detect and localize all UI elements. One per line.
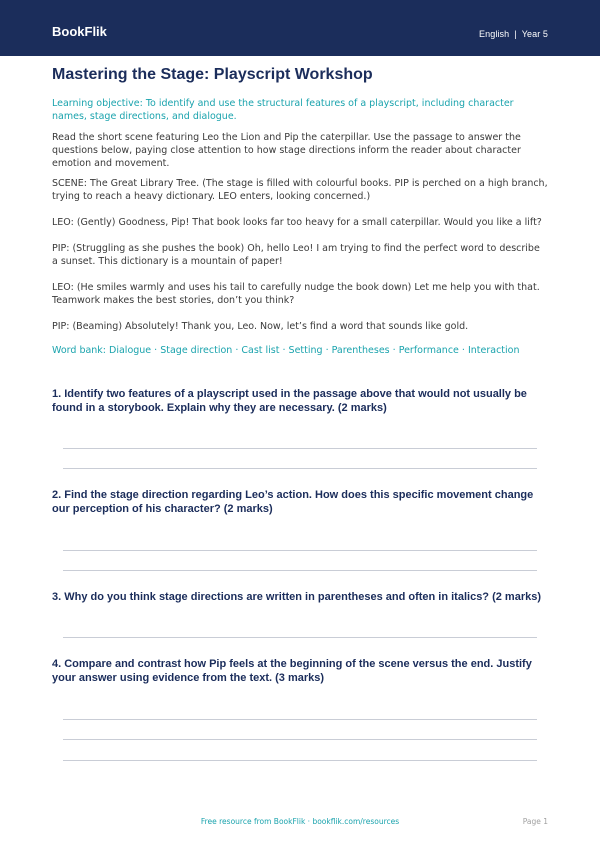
dialogue-line: PIP: (Beaming) Absolutely! Thank you, Leo. Now, let’s find a word that sounds like gold. <box>52 321 469 332</box>
intro-paragraph: Read the short scene featuring Leo the Lion and Pip the caterpillar. Use the passage to answer the questions below, paying close attention to how stage directions inform the reader about character emotion and movement. <box>52 132 521 169</box>
dialogue-line: LEO: (Gently) Goodness, Pip! That book looks far too heavy for a small caterpillar. Would you like a lift? <box>52 217 542 228</box>
brand-logo[interactable]: BookFlik <box>52 24 107 39</box>
meta-separator: | <box>514 29 517 39</box>
header-bar <box>0 0 600 56</box>
answer-line[interactable] <box>63 468 537 469</box>
answer-line[interactable] <box>63 719 537 720</box>
answer-line[interactable] <box>63 448 537 449</box>
question-1: 1. Identify two features of a playscript used in the passage above that would not usually be found in a storybook. Explain why they are necessary. (2 marks) <box>52 388 527 414</box>
worksheet-body <box>52 64 548 357</box>
learning-objective: Learning objective: To identify and use the structural features of a playscript, including character names, stage directions, and dialogue. <box>52 98 514 122</box>
answer-line[interactable] <box>63 570 537 571</box>
page-number: Page 1 <box>522 817 548 826</box>
answer-line[interactable] <box>63 760 537 761</box>
question-2: 2. Find the stage direction regarding Leo’s action. How does this specific movement change our perception of his character? (2 marks) <box>52 489 534 515</box>
answer-line[interactable] <box>63 550 537 551</box>
dialogue-line: PIP: (Struggling as she pushes the book) Oh, hello Leo! I am trying to find the perfect word to describe a sunset. This dictionary is a mountain of paper! <box>52 243 540 267</box>
dialogue-line: LEO: (He smiles warmly and uses his tail to carefully nudge the book down) Let me help you with that. Teamwork makes the best stories, don’t you think? <box>52 282 540 306</box>
worksheet-title: Mastering the Stage: Playscript Workshop <box>52 66 373 83</box>
word-bank: Word bank: Dialogue · Stage direction · Cast list · Setting · Parentheses · Performance · Interaction <box>52 345 520 356</box>
subject-label: English <box>479 29 510 39</box>
subject-year <box>479 29 548 39</box>
question-4: 4. Compare and contrast how Pip feels at the beginning of the scene versus the end. Justify your answer using evidence from the text. (3 marks) <box>52 658 532 684</box>
year-label: Year 5 <box>521 29 548 39</box>
answer-line[interactable] <box>63 739 537 740</box>
scene-description: SCENE: The Great Library Tree. (The stage is filled with colourful books. PIP is perched on a high branch, trying to reach a heavy dictionary. LEO enters, looking concerned.) <box>52 178 548 202</box>
question-3: 3. Why do you think stage directions are written in parentheses and often in italics? (2 marks) <box>52 591 541 603</box>
footer-credit[interactable]: Free resource from BookFlik · bookflik.com/resources <box>200 817 400 826</box>
answer-line[interactable] <box>63 637 537 638</box>
